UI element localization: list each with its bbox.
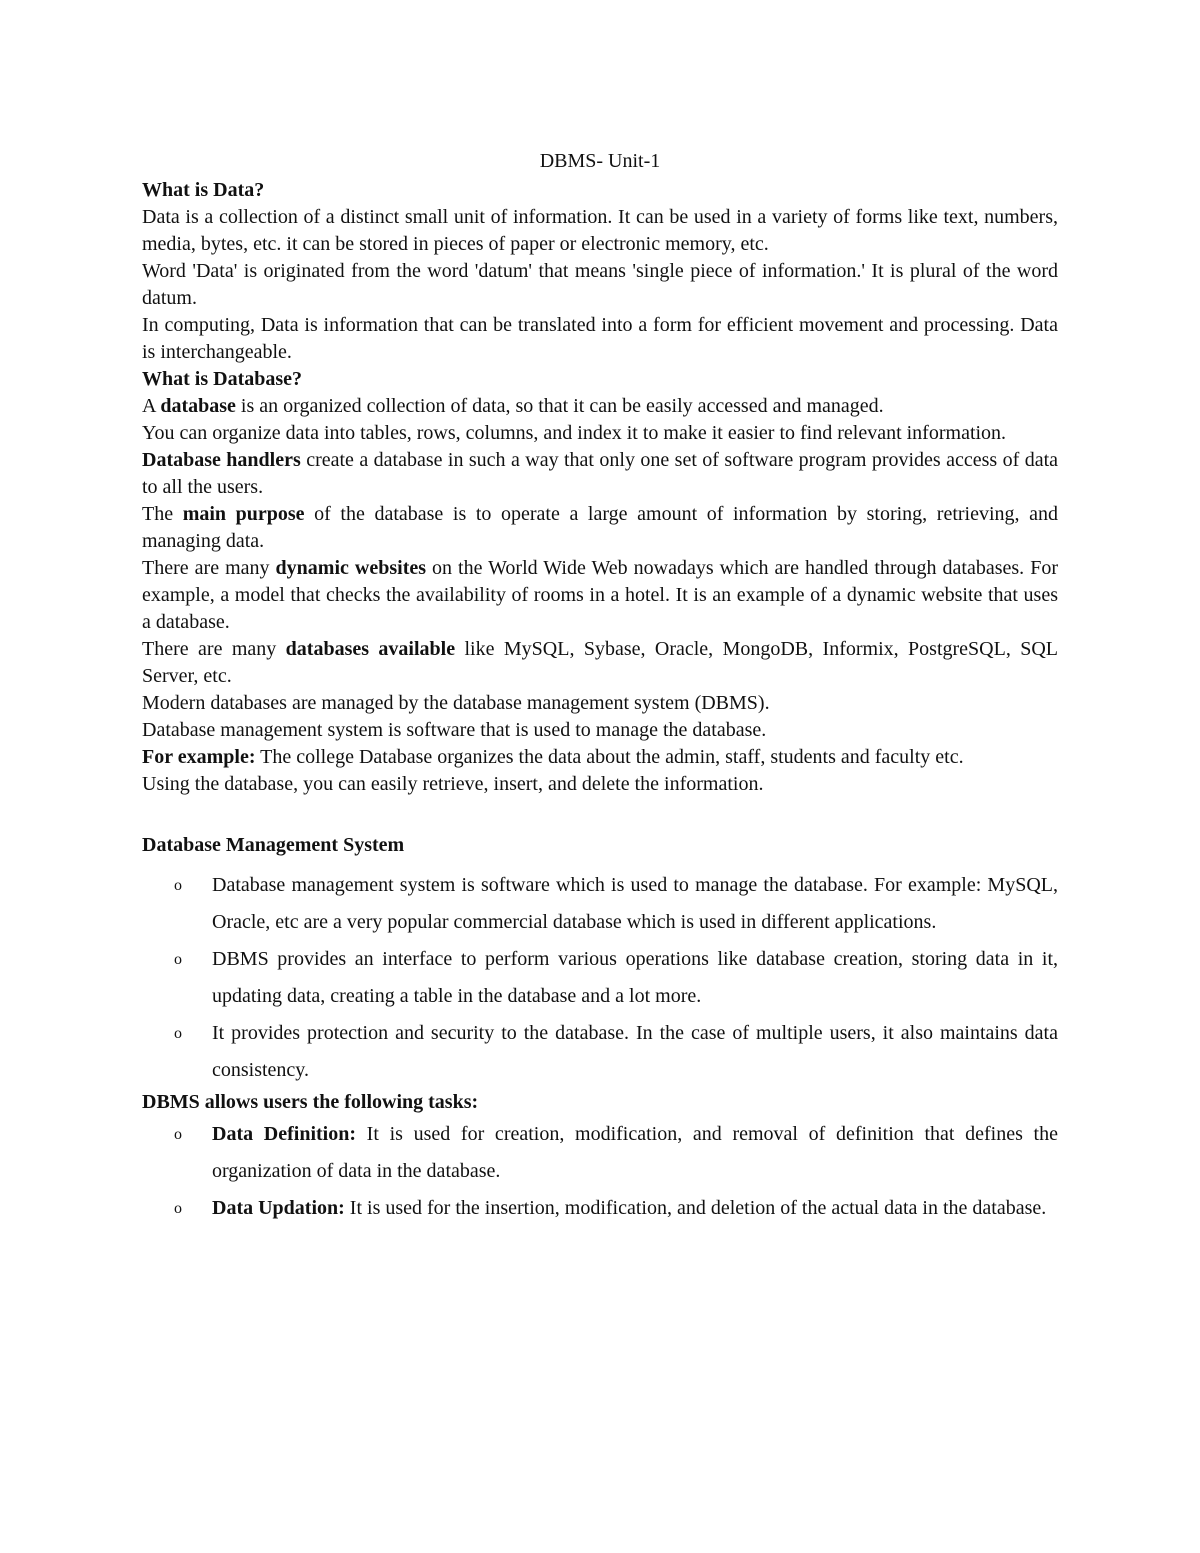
bold-term: For example: [142, 746, 256, 768]
bold-term: main purpose [182, 503, 305, 525]
data-paragraph-1: Data is a collection of a distinct small unit of information. It can be used in a variety of forms like text, numbers, media, bytes, etc. it can be stored in pieces of paper or electronic memory, etc. [142, 206, 1058, 255]
text-fragment: There are many [142, 557, 276, 579]
list-item [174, 1190, 1058, 1227]
database-paragraph-1 [142, 393, 1058, 420]
data-paragraph-3: In computing, Data is information that can be translated into a form for efficient movement and processing. Data is interchangeable. [142, 314, 1058, 363]
database-paragraph-10: Using the database, you can easily retrieve, insert, and delete the information. [142, 773, 764, 795]
heading-what-is-data: What is Data? [142, 179, 265, 201]
text-fragment: The [142, 503, 183, 525]
bullet-icon: o [174, 951, 182, 968]
bold-term: databases available [285, 638, 456, 660]
heading-dbms: Database Management System [142, 834, 405, 856]
database-paragraph-5 [142, 555, 1058, 636]
database-paragraph-4 [142, 501, 1058, 555]
list-item [174, 1116, 1058, 1190]
list-item-text: It is used for creation, modification, and removal of definition that defines the organization of data in the database. [212, 1123, 1058, 1182]
page-title: DBMS- Unit-1 [539, 150, 661, 172]
bullet-icon: o [174, 1025, 182, 1042]
text-fragment: of the database is to operate a large amount of information by storing, retrieving, and managing data. [142, 503, 1059, 552]
bullet-icon: o [174, 1200, 182, 1217]
bold-term: dynamic websites [275, 557, 427, 579]
database-paragraph-6 [142, 636, 1058, 690]
data-paragraph-2: Word 'Data' is originated from the word 'datum' that means 'single piece of information.' It is plural of the word datum. [142, 260, 1058, 309]
bold-term: Database handlers [142, 449, 301, 471]
heading-what-is-database: What is Database? [142, 368, 303, 390]
text-fragment: is an organized collection of data, so that it can be easily accessed and managed. [235, 395, 884, 417]
document-page [142, 148, 1058, 1227]
bullet-icon: o [174, 877, 182, 894]
text-fragment: on the World Wide Web nowadays which are handled through databases. For example, a model that checks the availability of rooms in a hotel. It is an example of a dynamic website that uses a database. [142, 557, 1058, 633]
text-fragment: There are many [142, 638, 286, 660]
list-item [174, 867, 1058, 941]
list-item-text: It is used for the insertion, modification, and deletion of the actual data in the database. [344, 1197, 1047, 1219]
section-spacer [142, 798, 1058, 832]
text-fragment: like MySQL, Sybase, Oracle, MongoDB, Informix, PostgreSQL, SQL Server, etc. [142, 638, 1058, 687]
database-paragraph-3 [142, 447, 1058, 501]
list-item-text: It provides protection and security to the database. In the case of multiple users, it also maintains data consistency. [212, 1022, 1058, 1081]
list-item [174, 1015, 1058, 1089]
bold-term: database [160, 395, 236, 417]
database-paragraph-8: Database management system is software that is used to manage the database. [142, 719, 767, 741]
bold-term: Data Updation: [212, 1197, 345, 1219]
bold-term: Data Definition: [212, 1123, 356, 1145]
tasks-bullet-list [142, 1116, 1058, 1227]
database-paragraph-7: Modern databases are managed by the database management system (DBMS). [142, 692, 770, 714]
bullet-icon: o [174, 1126, 182, 1143]
list-item [174, 941, 1058, 1015]
text-fragment: A [142, 395, 161, 417]
heading-dbms-tasks: DBMS allows users the following tasks: [142, 1091, 479, 1113]
text-fragment: create a database in such a way that only one set of software program provides access of data to all the users. [142, 449, 1058, 498]
text-fragment: The college Database organizes the data about the admin, staff, students and faculty etc. [255, 746, 964, 768]
database-paragraph-9 [142, 744, 1058, 771]
list-item-text: Database management system is software which is used to manage the database. For example: MySQL, Oracle, etc are a very popular commercial database which is used in different applications. [212, 874, 1058, 933]
dbms-bullet-list [142, 867, 1058, 1089]
list-item-text: DBMS provides an interface to perform various operations like database creation, storing data in it, updating data, creating a table in the database and a lot more. [212, 948, 1058, 1007]
database-paragraph-2: You can organize data into tables, rows, columns, and index it to make it easier to find relevant information. [142, 422, 1007, 444]
